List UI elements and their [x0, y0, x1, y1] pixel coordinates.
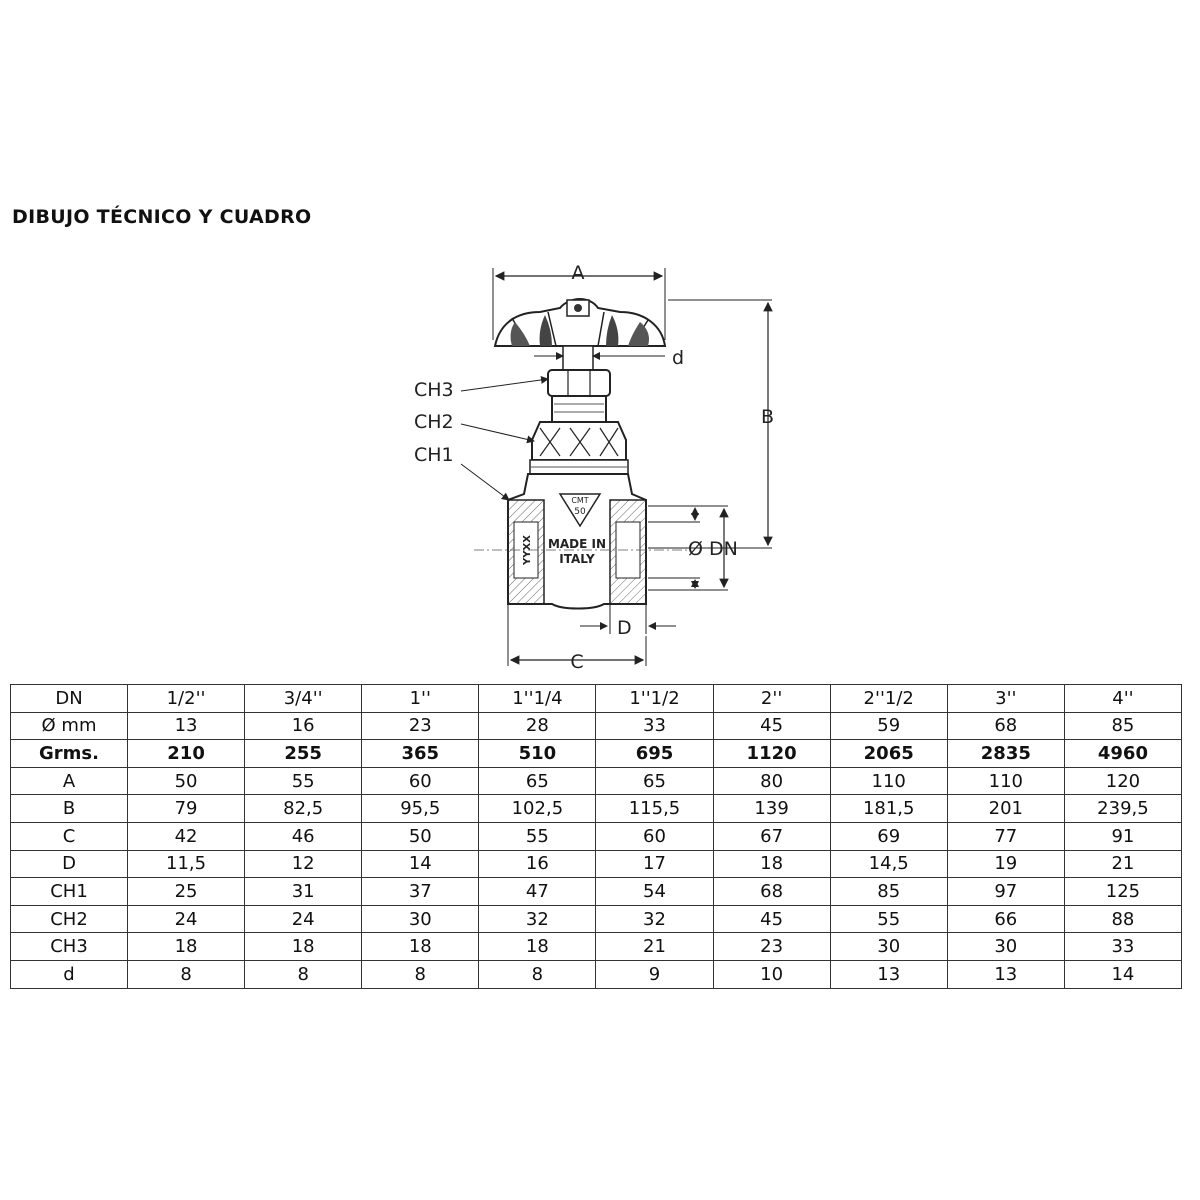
row-label: Ø mm — [11, 712, 128, 740]
table-cell: 68 — [713, 878, 830, 906]
table-cell: 30 — [830, 933, 947, 961]
table-cell: 31 — [245, 878, 362, 906]
table-cell: 65 — [596, 767, 713, 795]
table-cell: 19 — [947, 850, 1064, 878]
table-cell: 21 — [1064, 850, 1181, 878]
table-cell: 13 — [947, 960, 1064, 988]
label-b: B — [761, 406, 775, 428]
table-cell: 4'' — [1064, 685, 1181, 713]
table-cell: 16 — [245, 712, 362, 740]
table-cell: 47 — [479, 878, 596, 906]
table-cell: 1/2'' — [128, 685, 245, 713]
bonnet-ch2 — [530, 422, 628, 474]
table-cell: 97 — [947, 878, 1064, 906]
table-cell: 55 — [830, 905, 947, 933]
table-cell: 2'' — [713, 685, 830, 713]
table-cell: 4960 — [1064, 740, 1181, 768]
table-row — [11, 712, 1182, 740]
table-cell: 28 — [479, 712, 596, 740]
table-cell: 120 — [1064, 767, 1181, 795]
table-cell: 2835 — [947, 740, 1064, 768]
table-cell: 85 — [830, 878, 947, 906]
table-cell: 181,5 — [830, 795, 947, 823]
table-cell: 45 — [713, 905, 830, 933]
table-row — [11, 822, 1182, 850]
table-row — [11, 905, 1182, 933]
table-row — [11, 878, 1182, 906]
label-ch1: CH1 — [414, 444, 454, 466]
table-cell: 8 — [362, 960, 479, 988]
table-cell: 18 — [128, 933, 245, 961]
table-cell: 3'' — [947, 685, 1064, 713]
row-label: D — [11, 850, 128, 878]
table-cell: 1'' — [362, 685, 479, 713]
row-label: CH2 — [11, 905, 128, 933]
table-cell: 11,5 — [128, 850, 245, 878]
table-cell: 85 — [1064, 712, 1181, 740]
table-cell: 18 — [479, 933, 596, 961]
table-cell: 33 — [596, 712, 713, 740]
table-cell: 50 — [362, 822, 479, 850]
page-title: DIBUJO TÉCNICO Y CUADRO — [12, 206, 312, 228]
label-ch3: CH3 — [414, 379, 454, 401]
table-cell: 125 — [1064, 878, 1181, 906]
table-cell: 14 — [362, 850, 479, 878]
table-cell: 59 — [830, 712, 947, 740]
table-cell: 8 — [479, 960, 596, 988]
table-cell: 239,5 — [1064, 795, 1181, 823]
row-label: B — [11, 795, 128, 823]
table-cell: 210 — [128, 740, 245, 768]
table-row — [11, 685, 1182, 713]
table-cell: 18 — [362, 933, 479, 961]
handwheel — [495, 299, 665, 346]
table-cell: 510 — [479, 740, 596, 768]
table-row — [11, 850, 1182, 878]
table-cell: 110 — [830, 767, 947, 795]
table-cell: 23 — [713, 933, 830, 961]
row-label: DN — [11, 685, 128, 713]
table-cell: 33 — [1064, 933, 1181, 961]
table-cell: 30 — [362, 905, 479, 933]
table-cell: 66 — [947, 905, 1064, 933]
table-row — [11, 933, 1182, 961]
label-a: A — [571, 262, 585, 284]
gate-valve-technical-drawing — [400, 260, 800, 680]
table-cell: 32 — [479, 905, 596, 933]
table-cell: 695 — [596, 740, 713, 768]
table-cell: 25 — [128, 878, 245, 906]
table-cell: 77 — [947, 822, 1064, 850]
table-cell: 50 — [128, 767, 245, 795]
table-row — [11, 960, 1182, 988]
table-cell: 9 — [596, 960, 713, 988]
mark-brand: CMT — [571, 496, 589, 505]
table-cell: 1''1/4 — [479, 685, 596, 713]
table-cell: 80 — [713, 767, 830, 795]
row-label: C — [11, 822, 128, 850]
table-cell: 17 — [596, 850, 713, 878]
mark-italy: ITALY — [559, 552, 595, 566]
table-cell: 42 — [128, 822, 245, 850]
table-cell: 55 — [479, 822, 596, 850]
table-cell: 37 — [362, 878, 479, 906]
table-cell: 24 — [128, 905, 245, 933]
dimension-d — [580, 604, 676, 639]
table-cell: 2065 — [830, 740, 947, 768]
table-cell: 79 — [128, 795, 245, 823]
label-dn: Ø DN — [688, 538, 738, 560]
table-cell: 10 — [713, 960, 830, 988]
table-cell: 2''1/2 — [830, 685, 947, 713]
table-cell: 12 — [245, 850, 362, 878]
table-cell: 30 — [947, 933, 1064, 961]
table-cell: 1120 — [713, 740, 830, 768]
table-cell: 55 — [245, 767, 362, 795]
table-cell: 65 — [479, 767, 596, 795]
table-cell: 67 — [713, 822, 830, 850]
table-cell: 139 — [713, 795, 830, 823]
table-cell: 18 — [245, 933, 362, 961]
table-cell: 88 — [1064, 905, 1181, 933]
table-cell: 68 — [947, 712, 1064, 740]
table-cell: 8 — [245, 960, 362, 988]
table-row — [11, 767, 1182, 795]
row-label: Grms. — [11, 740, 128, 768]
table-cell: 255 — [245, 740, 362, 768]
table-cell: 60 — [362, 767, 479, 795]
table-cell: 201 — [947, 795, 1064, 823]
table-cell: 54 — [596, 878, 713, 906]
table-cell: 95,5 — [362, 795, 479, 823]
table-cell: 110 — [947, 767, 1064, 795]
table-cell: 32 — [596, 905, 713, 933]
table-cell: 46 — [245, 822, 362, 850]
table-cell: 82,5 — [245, 795, 362, 823]
label-c: C — [570, 651, 584, 673]
table-cell: 45 — [713, 712, 830, 740]
valve-body — [474, 474, 690, 609]
table-row — [11, 740, 1182, 768]
mark-pn: 50 — [574, 507, 586, 517]
stem — [534, 346, 684, 372]
table-cell: 13 — [128, 712, 245, 740]
table-cell: 60 — [596, 822, 713, 850]
row-label: d — [11, 960, 128, 988]
table-cell: 8 — [128, 960, 245, 988]
table-cell: 16 — [479, 850, 596, 878]
table-cell: 91 — [1064, 822, 1181, 850]
table-cell: 115,5 — [596, 795, 713, 823]
label-ch2: CH2 — [414, 411, 454, 433]
nut-ch3 — [548, 370, 610, 422]
table-cell: 365 — [362, 740, 479, 768]
label-d-small: d — [672, 347, 685, 369]
table-cell: 24 — [245, 905, 362, 933]
row-label: CH3 — [11, 933, 128, 961]
table-cell: 14,5 — [830, 850, 947, 878]
table-cell: 23 — [362, 712, 479, 740]
table-cell: 21 — [596, 933, 713, 961]
dimension-b — [648, 300, 774, 548]
table-cell: 3/4'' — [245, 685, 362, 713]
table-cell: 69 — [830, 822, 947, 850]
table-cell: 18 — [713, 850, 830, 878]
mark-date-code: YYXX — [522, 535, 533, 565]
label-d: D — [617, 617, 632, 639]
mark-made-in: MADE IN — [547, 537, 607, 551]
dimensions-table — [10, 684, 1182, 989]
table-row — [11, 795, 1182, 823]
table-cell: 14 — [1064, 960, 1181, 988]
table-cell: 102,5 — [479, 795, 596, 823]
table-cell: 1''1/2 — [596, 685, 713, 713]
row-label: A — [11, 767, 128, 795]
row-label: CH1 — [11, 878, 128, 906]
table-cell: 13 — [830, 960, 947, 988]
